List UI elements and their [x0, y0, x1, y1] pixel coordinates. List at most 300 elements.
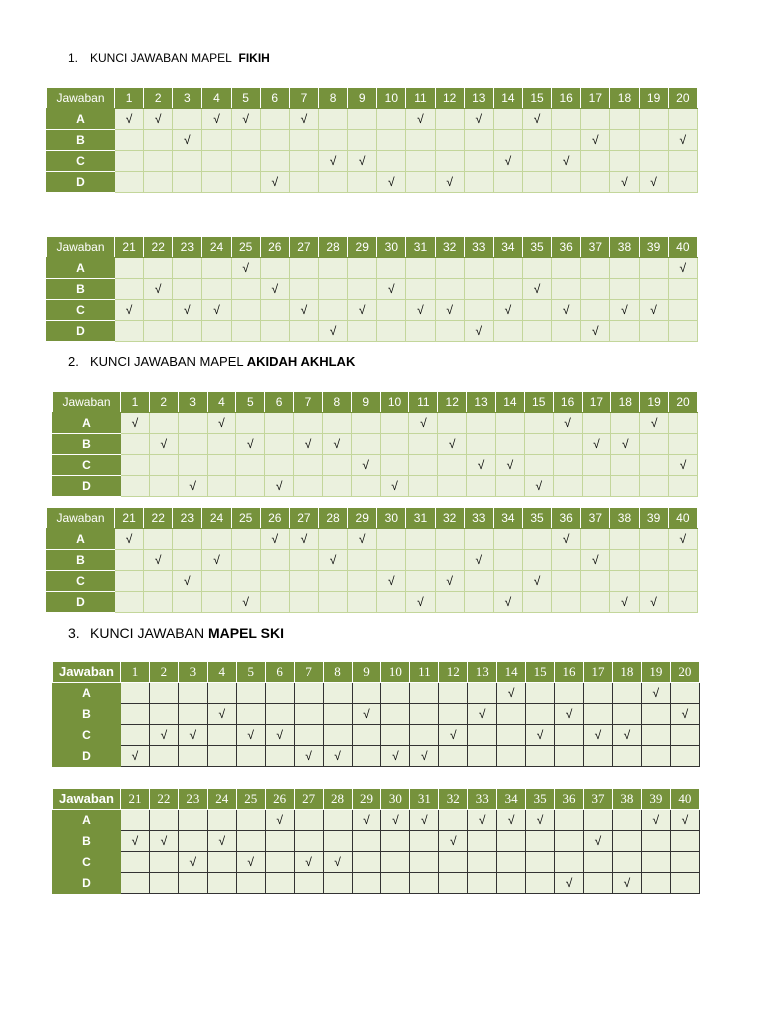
answer-check	[495, 455, 524, 476]
check-mark-icon: √	[533, 282, 541, 296]
check-mark-icon: √	[300, 532, 308, 546]
answer-cell	[406, 130, 435, 151]
option-row	[53, 810, 700, 831]
answer-cell	[468, 831, 497, 852]
answer-cell	[231, 571, 260, 592]
table-header-row	[47, 237, 698, 258]
answer-cell	[668, 571, 697, 592]
answer-cell	[668, 172, 697, 193]
check-mark-icon: √	[535, 479, 543, 493]
answer-cell	[641, 852, 670, 873]
answer-check	[381, 746, 410, 767]
answer-cell	[318, 592, 347, 613]
answer-cell	[610, 571, 639, 592]
answer-check	[582, 434, 611, 455]
answer-cell	[435, 529, 464, 550]
answer-cell	[207, 455, 236, 476]
check-mark-icon: √	[623, 876, 631, 890]
answer-cell	[348, 571, 377, 592]
answer-check	[435, 172, 464, 193]
answer-cell	[207, 810, 236, 831]
question-number: 39	[639, 237, 668, 258]
answer-cell	[410, 725, 439, 746]
answer-cell	[581, 109, 610, 130]
answer-cell	[670, 873, 699, 894]
check-mark-icon: √	[421, 813, 428, 827]
option-label: D	[47, 592, 115, 613]
answer-cell	[144, 529, 173, 550]
answer-cell	[584, 746, 613, 767]
answer-cell	[464, 592, 493, 613]
answer-cell	[318, 109, 347, 130]
check-mark-icon: √	[650, 175, 657, 189]
answer-cell	[236, 746, 265, 767]
header-label: Jawaban	[47, 88, 115, 109]
answer-cell	[294, 725, 323, 746]
answer-cell	[552, 321, 581, 342]
answer-cell	[381, 725, 410, 746]
answer-cell	[323, 704, 352, 725]
answer-cell	[178, 810, 207, 831]
answer-cell	[438, 413, 467, 434]
answer-cell	[555, 725, 584, 746]
answer-cell	[202, 258, 231, 279]
answer-cell	[435, 321, 464, 342]
answer-check	[610, 172, 639, 193]
answer-cell	[178, 831, 207, 852]
answer-cell	[121, 852, 150, 873]
question-number: 6	[265, 392, 294, 413]
answer-check	[236, 852, 265, 873]
check-mark-icon: √	[154, 282, 162, 296]
question-number: 19	[640, 392, 669, 413]
answer-cell	[377, 258, 406, 279]
question-number: 22	[149, 789, 178, 810]
answer-cell	[435, 151, 464, 172]
answer-cell	[439, 704, 468, 725]
answer-cell	[265, 413, 294, 434]
question-number: 10	[377, 88, 406, 109]
answer-cell	[294, 476, 323, 497]
answer-cell	[493, 321, 522, 342]
answer-cell	[289, 550, 318, 571]
check-mark-icon: √	[446, 303, 453, 317]
question-number: 31	[410, 789, 439, 810]
question-number: 3	[178, 392, 207, 413]
check-mark-icon: √	[533, 574, 541, 588]
answer-cell	[406, 279, 435, 300]
answer-cell	[522, 550, 551, 571]
answer-cell	[464, 151, 493, 172]
answer-check	[381, 810, 410, 831]
check-mark-icon: √	[594, 834, 602, 848]
check-mark-icon: √	[305, 855, 312, 869]
answer-check	[322, 434, 351, 455]
answer-cell	[294, 455, 323, 476]
answer-check	[348, 151, 377, 172]
check-mark-icon: √	[329, 324, 337, 338]
header-label: Jawaban	[47, 237, 115, 258]
table-header-row	[53, 789, 700, 810]
answer-cell	[260, 258, 289, 279]
answer-check	[294, 746, 323, 767]
question-number: 23	[178, 789, 207, 810]
answer-cell	[231, 300, 260, 321]
answer-check	[323, 746, 352, 767]
answer-check	[468, 810, 497, 831]
answer-cell	[318, 300, 347, 321]
answer-check	[641, 683, 670, 704]
answer-cell	[552, 172, 581, 193]
check-mark-icon: √	[592, 553, 599, 567]
answer-cell	[289, 172, 318, 193]
check-mark-icon: √	[449, 728, 457, 742]
check-mark-icon: √	[565, 876, 573, 890]
check-mark-icon: √	[131, 749, 139, 763]
answer-cell	[435, 109, 464, 130]
check-mark-icon: √	[276, 813, 283, 827]
check-mark-icon: √	[446, 175, 453, 189]
answer-cell	[581, 258, 610, 279]
answer-cell	[318, 258, 347, 279]
option-row	[47, 130, 698, 151]
answer-cell	[406, 151, 435, 172]
check-mark-icon: √	[333, 437, 341, 451]
question-number: 23	[173, 508, 202, 529]
answer-cell	[352, 873, 381, 894]
answer-cell	[409, 455, 438, 476]
answer-check	[464, 109, 493, 130]
check-mark-icon: √	[247, 855, 255, 869]
answer-cell	[526, 831, 555, 852]
answer-check	[497, 683, 526, 704]
answer-cell	[121, 455, 150, 476]
answer-cell	[173, 109, 202, 130]
answer-cell	[323, 810, 352, 831]
question-number: 35	[526, 789, 555, 810]
answer-cell	[178, 746, 207, 767]
answer-cell	[468, 725, 497, 746]
answer-cell	[178, 434, 207, 455]
option-label: B	[53, 704, 121, 725]
answer-cell	[611, 455, 640, 476]
answer-cell	[495, 413, 524, 434]
check-mark-icon: √	[388, 282, 395, 296]
answer-cell	[406, 321, 435, 342]
answer-check	[318, 321, 347, 342]
answer-cell	[289, 130, 318, 151]
check-mark-icon: √	[533, 112, 541, 126]
answer-cell	[641, 746, 670, 767]
answer-check	[318, 550, 347, 571]
answer-cell	[115, 130, 144, 151]
answer-check	[406, 592, 435, 613]
check-mark-icon: √	[160, 834, 168, 848]
question-number: 26	[265, 789, 294, 810]
answer-cell	[552, 109, 581, 130]
check-mark-icon: √	[184, 574, 191, 588]
answer-cell	[121, 810, 150, 831]
answer-cell	[522, 529, 551, 550]
check-mark-icon: √	[334, 749, 341, 763]
option-label: C	[47, 571, 115, 592]
check-mark-icon: √	[392, 813, 399, 827]
check-mark-icon: √	[621, 303, 628, 317]
check-mark-icon: √	[652, 686, 660, 700]
check-mark-icon: √	[247, 437, 254, 451]
check-mark-icon: √	[536, 728, 544, 742]
answer-cell	[323, 831, 352, 852]
answer-cell	[149, 746, 178, 767]
option-label: B	[53, 831, 121, 852]
answer-check	[348, 300, 377, 321]
check-mark-icon: √	[679, 532, 687, 546]
answer-cell	[294, 704, 323, 725]
option-label: A	[47, 109, 115, 130]
answer-cell	[236, 704, 265, 725]
answer-cell	[406, 172, 435, 193]
answer-check	[351, 455, 380, 476]
answer-cell	[552, 550, 581, 571]
heading-fikih	[68, 51, 270, 65]
answer-cell	[555, 852, 584, 873]
answer-check	[348, 529, 377, 550]
answer-cell	[144, 172, 173, 193]
heading-subject: FIKIH	[238, 51, 270, 65]
answer-cell	[497, 852, 526, 873]
answer-cell	[610, 529, 639, 550]
answer-check	[410, 810, 439, 831]
answer-cell	[497, 725, 526, 746]
answer-cell	[318, 571, 347, 592]
answer-cell	[439, 852, 468, 873]
question-number: 33	[464, 508, 493, 529]
table-header-row	[47, 508, 698, 529]
answer-cell	[178, 873, 207, 894]
answer-cell	[670, 683, 699, 704]
question-number: 18	[612, 662, 641, 683]
answer-cell	[294, 683, 323, 704]
answer-cell	[497, 704, 526, 725]
question-number: 4	[207, 662, 236, 683]
question-number: 27	[289, 508, 318, 529]
answer-cell	[265, 831, 294, 852]
answer-cell	[584, 704, 613, 725]
option-row	[47, 109, 698, 130]
answer-cell	[526, 873, 555, 894]
answer-cell	[610, 130, 639, 151]
check-mark-icon: √	[475, 553, 483, 567]
answer-cell	[348, 592, 377, 613]
answer-check	[260, 172, 289, 193]
answer-check	[178, 725, 207, 746]
answer-cell	[522, 172, 551, 193]
answer-check	[468, 704, 497, 725]
answer-cell	[493, 529, 522, 550]
answer-check	[639, 172, 668, 193]
answer-cell	[144, 592, 173, 613]
answer-cell	[552, 592, 581, 613]
check-mark-icon: √	[218, 416, 225, 430]
answer-cell	[410, 704, 439, 725]
answer-cell	[115, 592, 144, 613]
answer-check	[149, 434, 178, 455]
answer-cell	[207, 434, 236, 455]
answer-cell	[121, 683, 150, 704]
question-number: 39	[641, 789, 670, 810]
answer-cell	[468, 683, 497, 704]
answer-check	[115, 300, 144, 321]
answer-cell	[377, 151, 406, 172]
answer-check	[526, 725, 555, 746]
answer-cell	[348, 172, 377, 193]
answer-check	[265, 476, 294, 497]
check-mark-icon: √	[184, 303, 191, 317]
answer-cell	[668, 279, 697, 300]
answer-cell	[121, 476, 150, 497]
answer-cell	[322, 413, 351, 434]
answer-check	[612, 873, 641, 894]
answer-cell	[522, 130, 551, 151]
answer-check	[144, 279, 173, 300]
answer-cell	[207, 852, 236, 873]
answer-cell	[121, 873, 150, 894]
question-number: 7	[289, 88, 318, 109]
check-mark-icon: √	[507, 813, 515, 827]
answer-cell	[464, 300, 493, 321]
answer-cell	[115, 571, 144, 592]
answer-cell	[555, 683, 584, 704]
answer-cell	[115, 258, 144, 279]
option-label: B	[53, 434, 121, 455]
answer-cell	[522, 300, 551, 321]
answer-cell	[553, 476, 582, 497]
answer-cell	[289, 151, 318, 172]
question-number: 7	[294, 662, 323, 683]
answer-cell	[149, 810, 178, 831]
question-number: 17	[582, 392, 611, 413]
answer-cell	[115, 172, 144, 193]
answer-cell	[173, 279, 202, 300]
answer-cell	[323, 683, 352, 704]
answer-cell	[348, 321, 377, 342]
question-number: 13	[468, 662, 497, 683]
answer-cell	[351, 413, 380, 434]
answer-cell	[121, 704, 150, 725]
check-mark-icon: √	[125, 532, 133, 546]
question-number: 9	[352, 662, 381, 683]
answer-cell	[202, 321, 231, 342]
question-number: 17	[581, 88, 610, 109]
answer-cell	[670, 725, 699, 746]
heading-subject: AKIDAH AKHLAK	[246, 354, 356, 369]
question-number: 23	[173, 237, 202, 258]
check-mark-icon: √	[504, 303, 512, 317]
answer-check	[522, 571, 551, 592]
answer-cell	[612, 852, 641, 873]
check-mark-icon: √	[507, 686, 515, 700]
answer-cell	[582, 455, 611, 476]
check-mark-icon: √	[189, 479, 196, 493]
question-number: 40	[670, 789, 699, 810]
answer-check	[584, 831, 613, 852]
answer-check	[294, 852, 323, 873]
answer-check	[552, 300, 581, 321]
question-number: 5	[236, 392, 265, 413]
answer-cell	[381, 873, 410, 894]
answer-check	[611, 434, 640, 455]
check-mark-icon: √	[592, 324, 599, 338]
answer-cell	[581, 592, 610, 613]
answer-cell	[173, 592, 202, 613]
question-number: 28	[323, 789, 352, 810]
check-mark-icon: √	[242, 112, 249, 126]
answer-cell	[526, 683, 555, 704]
answer-cell	[639, 258, 668, 279]
answer-check	[144, 109, 173, 130]
answer-cell	[202, 592, 231, 613]
check-mark-icon: √	[160, 728, 168, 742]
check-mark-icon: √	[154, 553, 162, 567]
option-row	[47, 571, 698, 592]
answer-cell	[581, 172, 610, 193]
answer-check	[352, 810, 381, 831]
answer-check	[464, 550, 493, 571]
answer-check	[115, 529, 144, 550]
answer-check	[231, 592, 260, 613]
answer-cell	[322, 455, 351, 476]
answer-cell	[641, 725, 670, 746]
question-number: 5	[236, 662, 265, 683]
question-number: 12	[435, 88, 464, 109]
answer-check	[493, 151, 522, 172]
answer-cell	[611, 413, 640, 434]
answer-cell	[318, 130, 347, 151]
option-row	[53, 873, 700, 894]
option-row	[53, 725, 700, 746]
answer-check	[524, 476, 553, 497]
answer-cell	[468, 852, 497, 873]
answer-check	[202, 109, 231, 130]
check-mark-icon: √	[421, 749, 428, 763]
answer-cell	[464, 571, 493, 592]
option-label: A	[47, 258, 115, 279]
check-mark-icon: √	[388, 574, 395, 588]
answer-cell	[173, 321, 202, 342]
check-mark-icon: √	[213, 112, 220, 126]
question-number: 34	[493, 508, 522, 529]
answer-check	[555, 704, 584, 725]
answer-check	[553, 413, 582, 434]
answer-cell	[668, 321, 697, 342]
option-label: D	[47, 321, 115, 342]
question-number: 3	[173, 88, 202, 109]
answer-cell	[289, 571, 318, 592]
answer-cell	[582, 476, 611, 497]
answer-check	[260, 529, 289, 550]
answer-cell	[115, 321, 144, 342]
option-label: D	[53, 873, 121, 894]
answer-cell	[467, 476, 496, 497]
check-mark-icon: √	[363, 707, 370, 721]
answer-cell	[467, 413, 496, 434]
answer-cell	[381, 704, 410, 725]
question-number: 17	[584, 662, 613, 683]
answer-cell	[115, 550, 144, 571]
answer-cell	[435, 258, 464, 279]
option-row	[47, 151, 698, 172]
answer-cell	[464, 529, 493, 550]
